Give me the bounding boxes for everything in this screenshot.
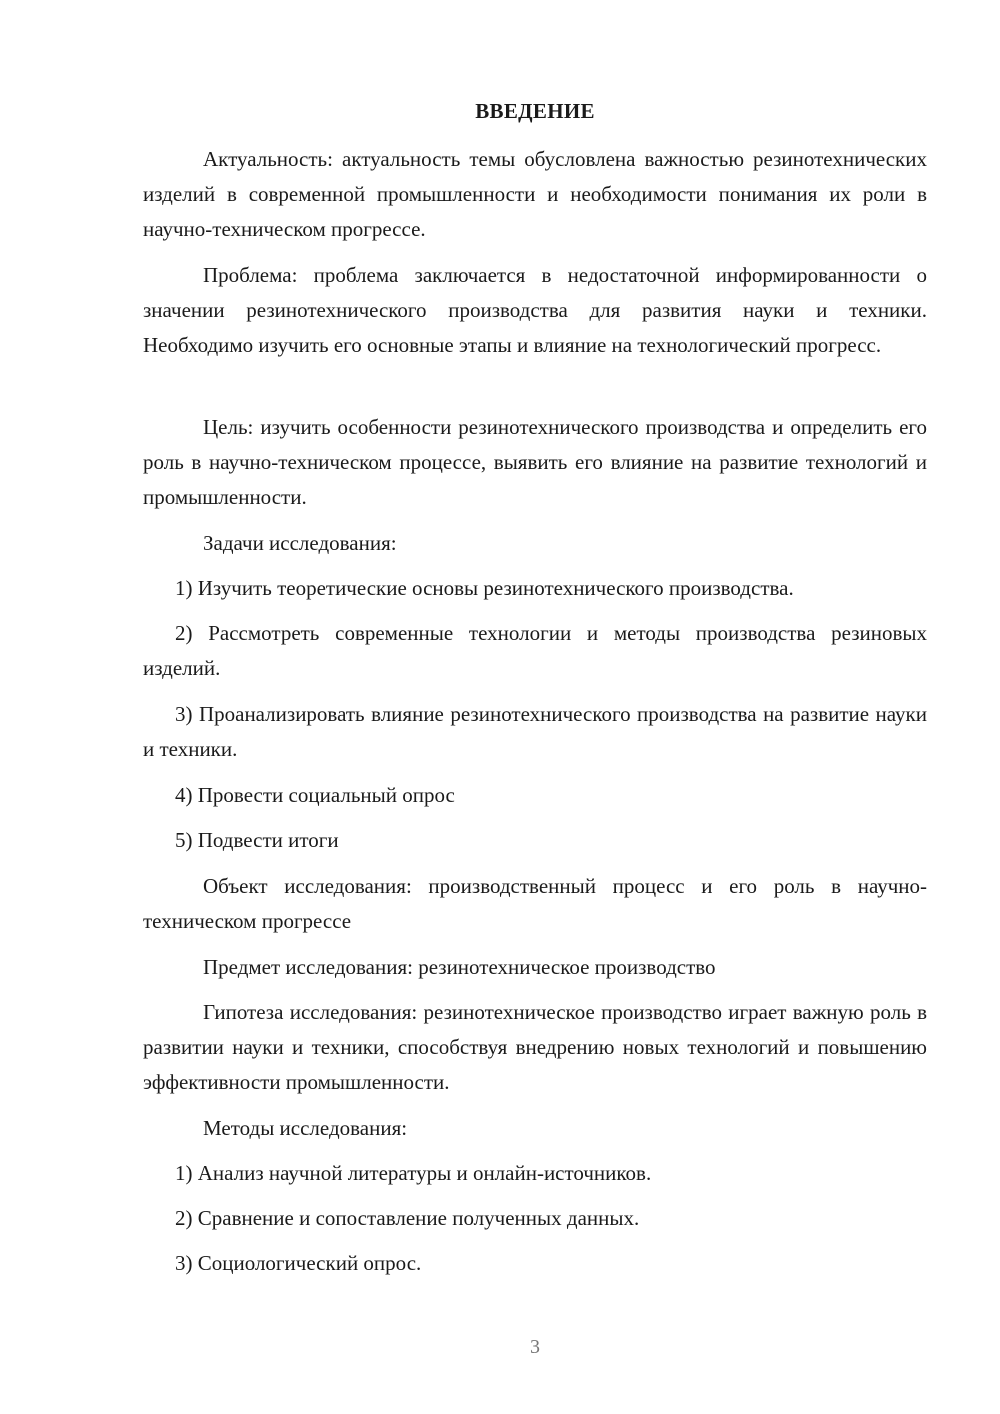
goal-paragraph: Цель: изучить особенности резинотехнического производства и определить его роль в научно-техническом процессе, выявить его влияние на развитие технологий и промышленности. [143,415,927,509]
hypothesis-paragraph: Гипотеза исследования: резинотехническое производство играет важную роль в развитии науки и техники, способствуя внедрению новых технологий и повышению эффективности промышленности. [143,1000,927,1094]
task-item-2: 2) Рассмотреть современные технологии и методы производства резиновых изделий. [143,621,927,680]
tasks-heading: Задачи исследования: [203,531,397,555]
subject-paragraph: Предмет исследования: резинотехническое производство [203,955,716,979]
problem-paragraph: Проблема: проблема заключается в недостаточной информированности о значении резинотехнического производства для развития науки и техники. Необходимо изучить его основные этапы и влияние на технологический прогресс. [143,263,927,357]
page-number: 3 [530,1336,540,1358]
task-item-1: 1) Изучить теоретические основы резинотехнического производства. [175,576,794,600]
document-page [143,0,927,1414]
task-item-4: 4) Провести социальный опрос [175,783,455,807]
method-item-2: 2) Сравнение и сопоставление полученных данных. [175,1206,640,1230]
page-title: ВВЕДЕНИЕ [475,99,595,123]
method-item-3: 3) Социологический опрос. [175,1251,422,1275]
object-paragraph: Объект исследования: производственный процесс и его роль в научно-техническом прогрессе [143,874,927,933]
methods-heading: Методы исследования: [203,1116,408,1140]
task-item-3: 3) Проанализировать влияние резинотехнического производства на развитие науки и техники. [143,702,927,761]
task-item-5: 5) Подвести итоги [175,828,339,852]
relevance-paragraph: Актуальность: актуальность темы обусловлена важностью резинотехнических изделий в современной промышленности и необходимости понимания их роли в научно-техническом прогрессе. [143,147,927,241]
method-item-1: 1) Анализ научной литературы и онлайн-источников. [175,1161,652,1185]
